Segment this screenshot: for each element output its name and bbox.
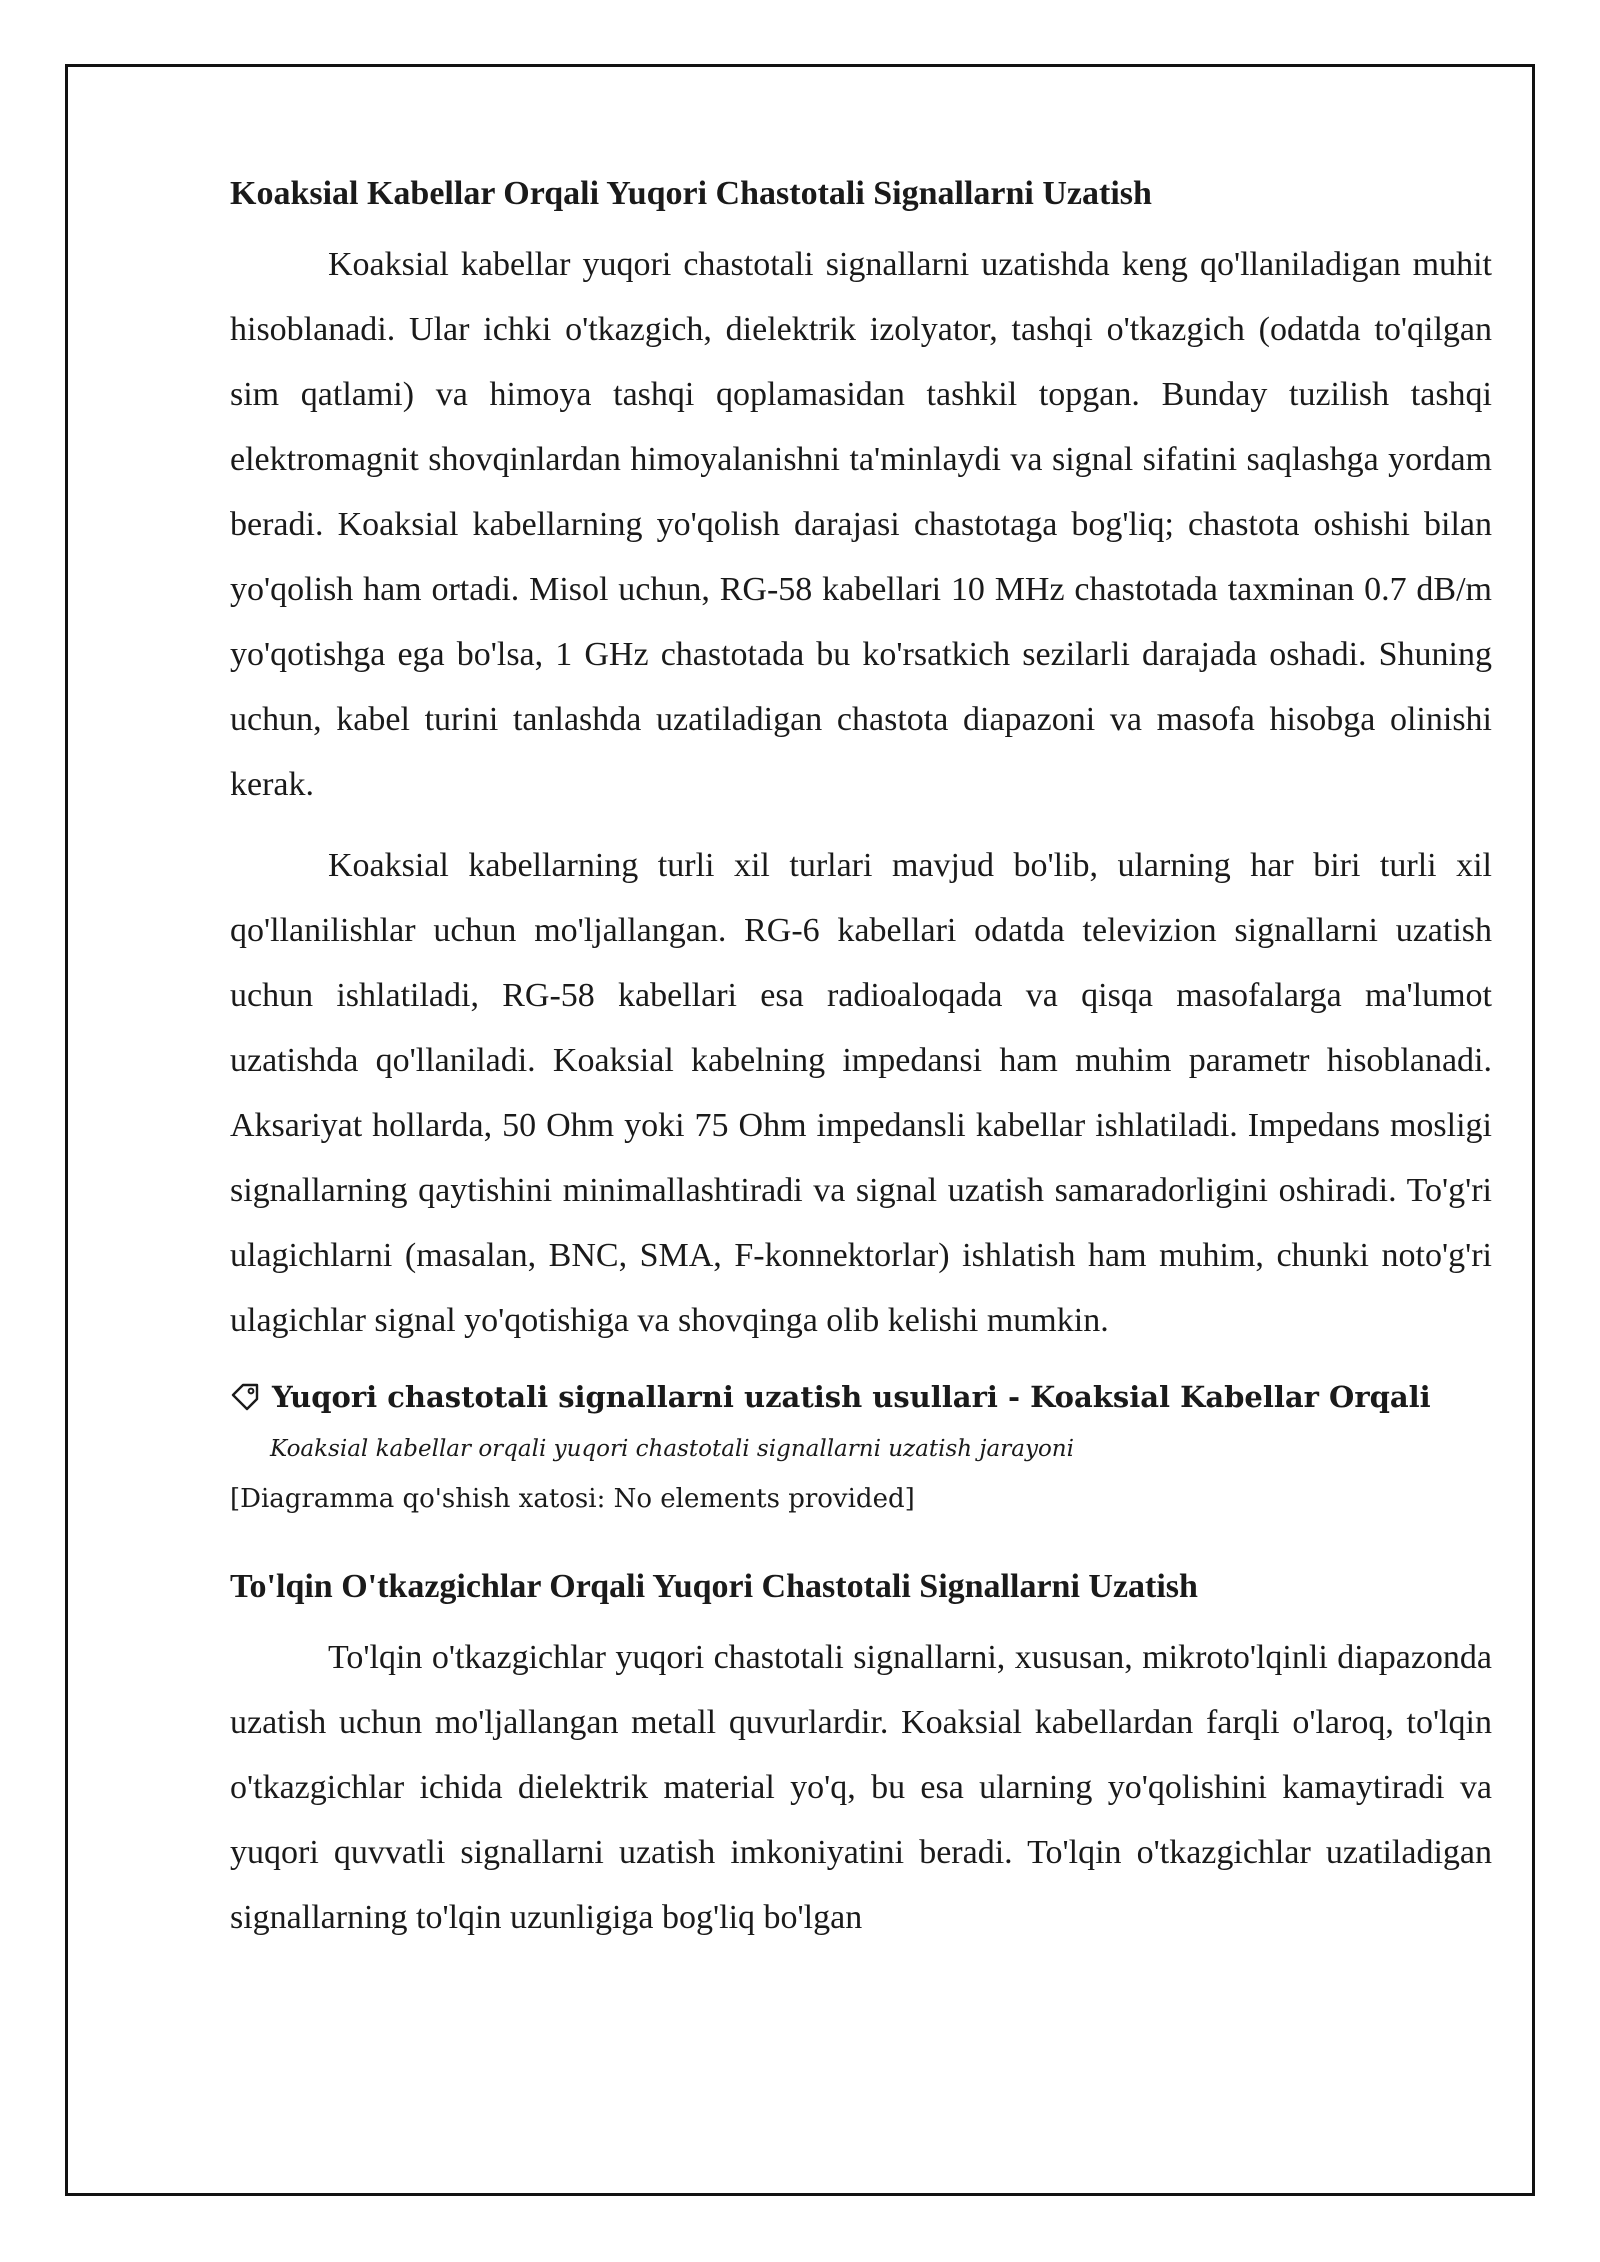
document-body: [230, 172, 1492, 1966]
tag-icon: [230, 1382, 260, 1412]
diagram-title: [230, 1377, 1492, 1417]
section-heading-waveguide: To'lqin O'tkazgichlar Orqali Yuqori Chastotali Signallarni Uzatish: [230, 1568, 1198, 1605]
diagram-block: [230, 1377, 1492, 1519]
diagram-caption: Koaksial kabellar orqali yuqori chastotali signallarni uzatish jarayoni: [270, 1436, 1074, 1462]
diagram-error-message: [Diagramma qo'shish xatosi: No elements provided]: [230, 1484, 915, 1514]
diagram-title-text: Yuqori chastotali signallarni uzatish usullari - Koaksial Kabellar Orqali: [272, 1380, 1431, 1414]
paragraph: To'lqin o'tkazgichlar yuqori chastotali signallarni, xususan, mikroto'lqinli diapazonda uzatish uchun mo'ljallangan metall quvurlardir. Koaksial kabellardan farqli o'laroq, to'lqin o'tkazgichlar ichida dielektrik material yo'q, bu esa ularning yo'qolishini kamaytiradi va yuqori quvvatli signallarni uzatish imkoniyatini beradi. To'lqin o'tkazgichlar uzatiladigan signallarning to'lqin uzunligiga bog'liq bo'lgan: [230, 1639, 1492, 1936]
paragraph: Koaksial kabellarning turli xil turlari mavjud bo'lib, ularning har biri turli xil qo'llanilishlar uchun mo'ljallangan. RG-6 kabellari odatda televizion signallarni uzatish uchun ishlatiladi, RG-58 kabellari esa radioaloqada va qisqa masofalarga ma'lumot uzatishda qo'llaniladi. Koaksial kabelning impedansi ham muhim parametr hisoblanadi. Aksariyat hollarda, 50 Ohm yoki 75 Ohm impedansli kabellar ishlatiladi. Impedans mosligi signallarning qaytishini minimallashtiradi va signal uzatish samaradorligini oshiradi. To'g'ri ulagichlarni (masalan, BNC, SMA, F-konnektorlar) ishlatish ham muhim, chunki noto'g'ri ulagichlar signal yo'qotishiga va shovqinga olib kelishi mumkin.: [230, 847, 1492, 1339]
section-heading-coaxial: Koaksial Kabellar Orqali Yuqori Chastotali Signallarni Uzatish: [230, 175, 1152, 212]
paragraph: Koaksial kabellar yuqori chastotali signallarni uzatishda keng qo'llaniladigan muhit hisoblanadi. Ular ichki o'tkazgich, dielektrik izolyator, tashqi o'tkazgich (odatda to'qilgan sim qatlami) va himoya tashqi qoplamasidan tashkil topgan. Bunday tuzilish tashqi elektromagnit shovqinlardan himoyalanishni ta'minlaydi va signal sifatini saqlashga yordam beradi. Koaksial kabellarning yo'qolish darajasi chastotaga bog'liq; chastota oshishi bilan yo'qolish ham ortadi. Misol uchun, RG-58 kabellari 10 MHz chastotada taxminan 0.7 dB/m yo'qotishga ega bo'lsa, 1 GHz chastotada bu ko'rsatkich sezilarli darajada oshadi. Shuning uchun, kabel turini tanlashda uzatiladigan chastota diapazoni va masofa hisobga olinishi kerak.: [230, 246, 1492, 803]
